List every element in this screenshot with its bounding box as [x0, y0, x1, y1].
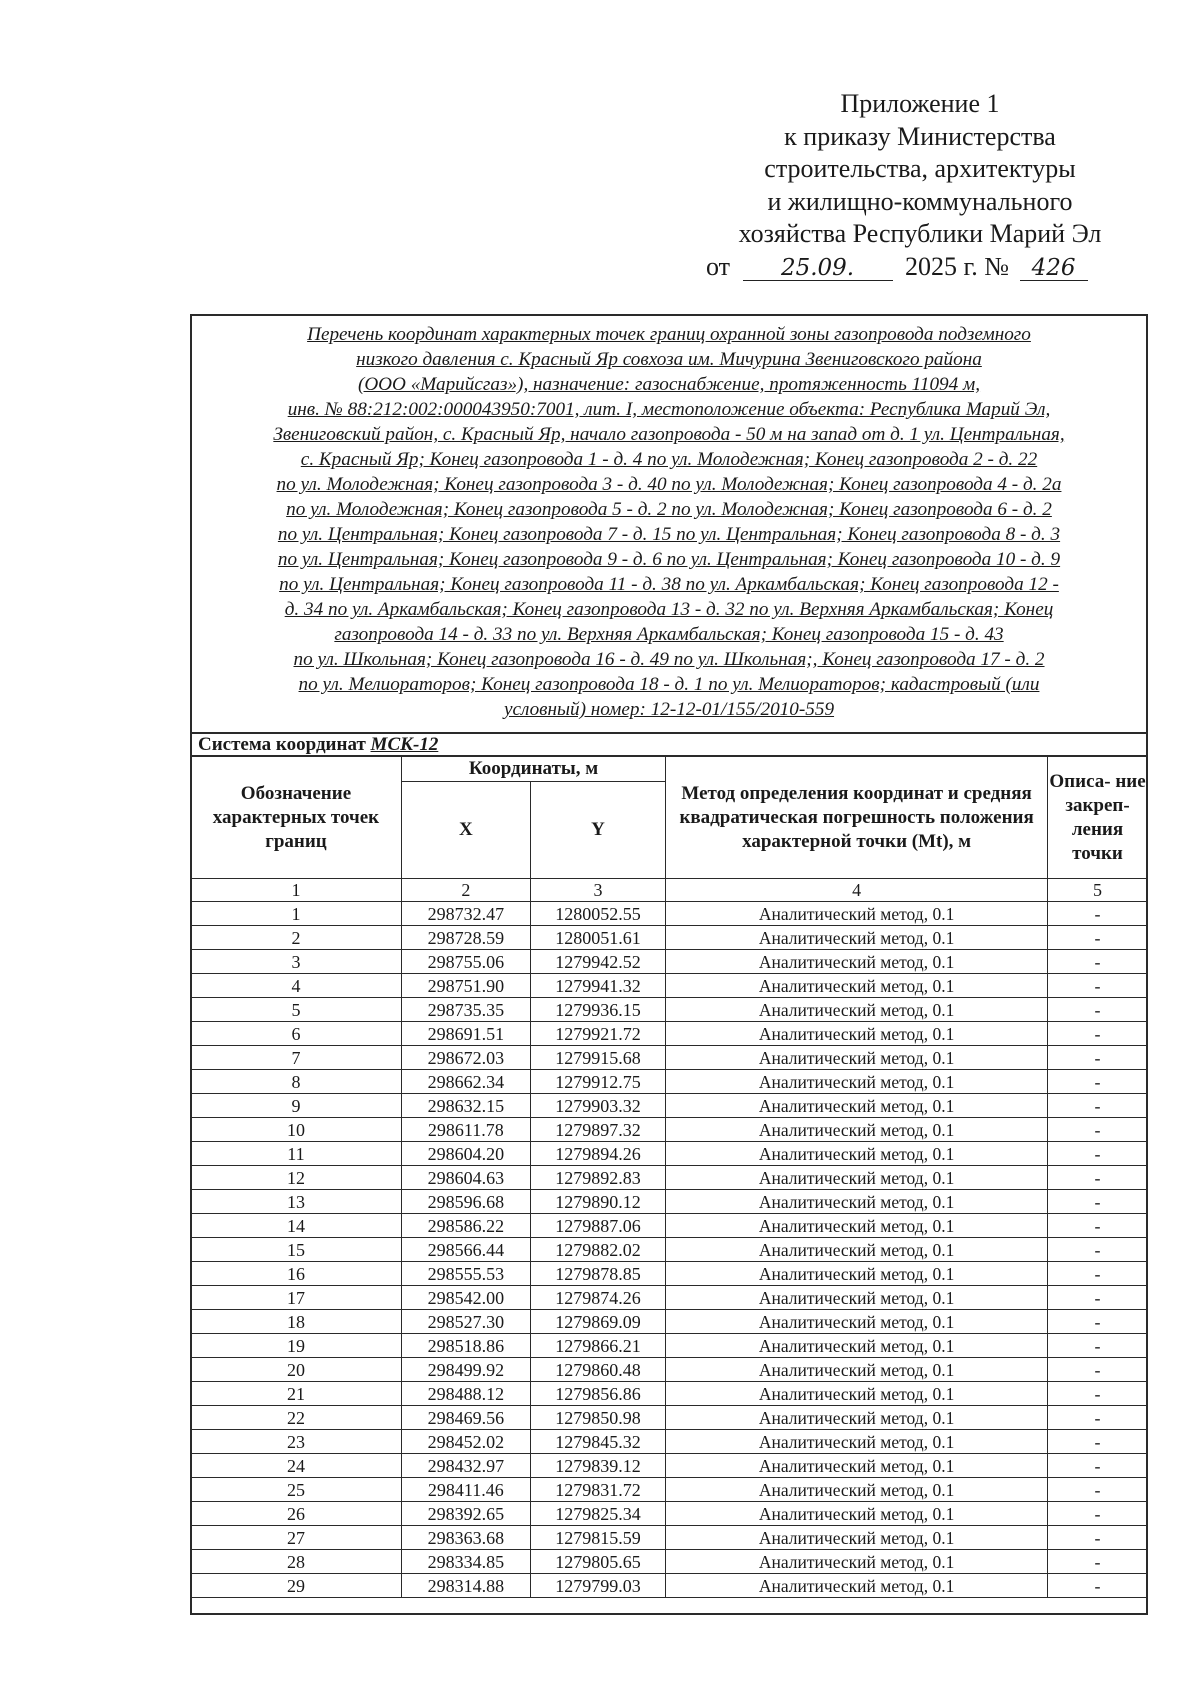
column-index: 1 — [191, 879, 402, 902]
coordinates-document-table — [190, 314, 1148, 1615]
table-row — [191, 1358, 1148, 1382]
coord-x: 298604.63 — [401, 1166, 530, 1190]
point-number: 9 — [191, 1094, 402, 1118]
table-row — [191, 1190, 1148, 1214]
method: Аналитический метод, 0.1 — [666, 1454, 1048, 1478]
coord-x: 298411.46 — [401, 1478, 530, 1502]
method: Аналитический метод, 0.1 — [666, 1238, 1048, 1262]
coord-x: 298432.97 — [401, 1454, 530, 1478]
method: Аналитический метод, 0.1 — [666, 1118, 1048, 1142]
coord-y: 1279894.26 — [530, 1142, 665, 1166]
fixation: - — [1048, 1334, 1148, 1358]
coord-y: 1279799.03 — [530, 1574, 665, 1598]
fixation: - — [1048, 1406, 1148, 1430]
handwritten-number: 426 — [1020, 256, 1088, 281]
table-row — [191, 950, 1148, 974]
coord-y: 1279869.09 — [530, 1310, 665, 1334]
coord-y: 1279903.32 — [530, 1094, 665, 1118]
point-number: 13 — [191, 1190, 402, 1214]
method: Аналитический метод, 0.1 — [666, 1334, 1048, 1358]
description-line: по ул. Мелиораторов; Конец газопровода 18 - д. 1 по ул. Мелиораторов; кадастровый (или — [298, 674, 1040, 695]
column-index-row — [191, 879, 1148, 902]
method: Аналитический метод, 0.1 — [666, 1406, 1048, 1430]
coord-x: 298488.12 — [401, 1382, 530, 1406]
coord-x: 298527.30 — [401, 1310, 530, 1334]
point-number: 12 — [191, 1166, 402, 1190]
appendix-header — [700, 88, 1140, 283]
point-number: 29 — [191, 1574, 402, 1598]
method: Аналитический метод, 0.1 — [666, 1142, 1048, 1166]
fixation: - — [1048, 1070, 1148, 1094]
fixation: - — [1048, 998, 1148, 1022]
fixation: - — [1048, 1502, 1148, 1526]
description-line: по ул. Молодежная; Конец газопровода 5 - д. 2 по ул. Молодежная; Конец газопровода 6 - д. 2 — [286, 499, 1052, 520]
coord-y: 1279897.32 — [530, 1118, 665, 1142]
table-row — [191, 1022, 1148, 1046]
description-line: д. 34 по ул. Аркамбальская; Конец газопровода 13 - д. 32 по ул. Верхняя Аркамбальская; Конец — [284, 599, 1054, 620]
table-row — [191, 1070, 1148, 1094]
table-row — [191, 974, 1148, 998]
coord-x: 298728.59 — [401, 926, 530, 950]
fixation: - — [1048, 1166, 1148, 1190]
point-number: 25 — [191, 1478, 402, 1502]
fixation: - — [1048, 1142, 1148, 1166]
fixation: - — [1048, 902, 1148, 926]
coord-y: 1279825.34 — [530, 1502, 665, 1526]
coord-x: 298604.20 — [401, 1142, 530, 1166]
table-row — [191, 1310, 1148, 1334]
coord-y: 1279874.26 — [530, 1286, 665, 1310]
description-line: с. Красный Яр; Конец газопровода 1 - д. 4 по ул. Молодежная; Конец газопровода 2 - д. 22 — [300, 449, 1038, 470]
coord-y: 1279856.86 — [530, 1382, 665, 1406]
coord-y: 1280052.55 — [530, 902, 665, 926]
fixation: - — [1048, 1358, 1148, 1382]
fixation: - — [1048, 1214, 1148, 1238]
description-line: по ул. Центральная; Конец газопровода 9 - д. 6 по ул. Центральная; Конец газопровода 10 - д. 9 — [277, 549, 1061, 570]
coord-y: 1279912.75 — [530, 1070, 665, 1094]
coord-y: 1279850.98 — [530, 1406, 665, 1430]
coord-y: 1279845.32 — [530, 1430, 665, 1454]
description-line: Перечень координат характерных точек границ охранной зоны газопровода подземного — [307, 324, 1031, 345]
column-index: 4 — [666, 879, 1048, 902]
coord-y: 1279805.65 — [530, 1550, 665, 1574]
coord-y: 1279936.15 — [530, 998, 665, 1022]
description-line: газопровода 14 - д. 33 по ул. Верхняя Аркамбальская; Конец газопровода 15 - д. 43 — [334, 624, 1004, 645]
coord-y: 1279831.72 — [530, 1478, 665, 1502]
coord-x: 298611.78 — [401, 1118, 530, 1142]
method: Аналитический метод, 0.1 — [666, 1526, 1048, 1550]
method: Аналитический метод, 0.1 — [666, 902, 1048, 926]
method: Аналитический метод, 0.1 — [666, 998, 1048, 1022]
coord-y: 1279878.85 — [530, 1262, 665, 1286]
fixation: - — [1048, 1310, 1148, 1334]
method: Аналитический метод, 0.1 — [666, 974, 1048, 998]
point-number: 4 — [191, 974, 402, 998]
method: Аналитический метод, 0.1 — [666, 1190, 1048, 1214]
coord-x: 298596.68 — [401, 1190, 530, 1214]
point-number: 8 — [191, 1070, 402, 1094]
coord-x: 298452.02 — [401, 1430, 530, 1454]
coord-y: 1279890.12 — [530, 1190, 665, 1214]
table-row — [191, 1550, 1148, 1574]
order-line-1: к приказу Министерства — [784, 121, 1056, 151]
point-number: 1 — [191, 902, 402, 926]
header-method: Метод определения координат и средняя квадратическая погрешность положения характерной точки (Mt), м — [666, 757, 1048, 879]
point-number: 11 — [191, 1142, 402, 1166]
coord-x: 298632.15 — [401, 1094, 530, 1118]
description-line: по ул. Молодежная; Конец газопровода 3 - д. 40 по ул. Молодежная; Конец газопровода 4 - д. 2а — [276, 474, 1062, 495]
method: Аналитический метод, 0.1 — [666, 1430, 1048, 1454]
handwritten-date: 25.09. — [743, 256, 893, 281]
coord-x: 298363.68 — [401, 1526, 530, 1550]
header-coordinates: Координаты, м — [401, 757, 665, 782]
table-row — [191, 926, 1148, 950]
fixation: - — [1048, 1046, 1148, 1070]
coord-y: 1279887.06 — [530, 1214, 665, 1238]
method: Аналитический метод, 0.1 — [666, 1022, 1048, 1046]
point-number: 16 — [191, 1262, 402, 1286]
coord-x: 298566.44 — [401, 1238, 530, 1262]
table-row — [191, 1526, 1148, 1550]
point-number: 22 — [191, 1406, 402, 1430]
fixation: - — [1048, 1526, 1148, 1550]
description-line: инв. № 88:212:002:000043950:7001, лит. I, местоположение объекта: Республика Марий Эл, — [287, 399, 1051, 420]
table-row — [191, 1214, 1148, 1238]
point-number: 15 — [191, 1238, 402, 1262]
column-index: 2 — [401, 879, 530, 902]
column-index: 3 — [530, 879, 665, 902]
table-row — [191, 1382, 1148, 1406]
coordinates-table — [190, 756, 1148, 1598]
coordinate-system-label: Система координат — [198, 734, 366, 755]
method: Аналитический метод, 0.1 — [666, 1166, 1048, 1190]
coord-y: 1279866.21 — [530, 1334, 665, 1358]
fixation: - — [1048, 926, 1148, 950]
method: Аналитический метод, 0.1 — [666, 1070, 1048, 1094]
table-row — [191, 1502, 1148, 1526]
order-date-line — [700, 251, 1140, 284]
fixation: - — [1048, 1022, 1148, 1046]
coord-x: 298334.85 — [401, 1550, 530, 1574]
method: Аналитический метод, 0.1 — [666, 1094, 1048, 1118]
column-index: 5 — [1048, 879, 1148, 902]
appendix-title: Приложение 1 — [840, 89, 1000, 118]
table-row — [191, 902, 1148, 926]
coord-y: 1279892.83 — [530, 1166, 665, 1190]
fixation: - — [1048, 1190, 1148, 1214]
coord-x: 298392.65 — [401, 1502, 530, 1526]
order-line-3: и жилищно-коммунального — [767, 186, 1073, 216]
description-line: Звениговский район, с. Красный Яр, начало газопровода - 50 м на запад от д. 1 ул. Центральная, — [273, 424, 1065, 445]
point-number: 2 — [191, 926, 402, 950]
year-number-text: 2025 г. № — [905, 251, 1010, 281]
fixation: - — [1048, 974, 1148, 998]
table-row — [191, 1430, 1148, 1454]
table-row — [191, 998, 1148, 1022]
coord-x: 298755.06 — [401, 950, 530, 974]
coord-x: 298469.56 — [401, 1406, 530, 1430]
point-number: 6 — [191, 1022, 402, 1046]
point-number: 5 — [191, 998, 402, 1022]
coord-x: 298314.88 — [401, 1574, 530, 1598]
point-number: 19 — [191, 1334, 402, 1358]
point-number: 24 — [191, 1454, 402, 1478]
fixation: - — [1048, 1478, 1148, 1502]
fixation: - — [1048, 1454, 1148, 1478]
table-row — [191, 1286, 1148, 1310]
object-description — [192, 316, 1146, 734]
description-line: по ул. Центральная; Конец газопровода 11 - д. 38 по ул. Аркамбальская; Конец газопровода 12 - — [279, 574, 1059, 595]
coord-y: 1279941.32 — [530, 974, 665, 998]
header-y: Y — [530, 782, 665, 879]
coord-x: 298555.53 — [401, 1262, 530, 1286]
coord-y: 1279815.59 — [530, 1526, 665, 1550]
table-row — [191, 1142, 1148, 1166]
order-line-2: строительства, архитектуры — [764, 154, 1076, 183]
coord-x: 298672.03 — [401, 1046, 530, 1070]
coord-x: 298662.34 — [401, 1070, 530, 1094]
coord-x: 298499.92 — [401, 1358, 530, 1382]
point-number: 18 — [191, 1310, 402, 1334]
method: Аналитический метод, 0.1 — [666, 1286, 1048, 1310]
point-number: 14 — [191, 1214, 402, 1238]
method: Аналитический метод, 0.1 — [666, 1574, 1048, 1598]
coord-y: 1279915.68 — [530, 1046, 665, 1070]
table-row — [191, 1094, 1148, 1118]
fixation: - — [1048, 1430, 1148, 1454]
description-line: низкого давления с. Красный Яр совхоза им. Мичурина Звениговского района — [356, 349, 982, 370]
table-row — [191, 1406, 1148, 1430]
method: Аналитический метод, 0.1 — [666, 1046, 1048, 1070]
coord-x: 298518.86 — [401, 1334, 530, 1358]
fixation: - — [1048, 1262, 1148, 1286]
point-number: 20 — [191, 1358, 402, 1382]
coord-y: 1279860.48 — [530, 1358, 665, 1382]
coord-y: 1279839.12 — [530, 1454, 665, 1478]
coord-x: 298732.47 — [401, 902, 530, 926]
point-number: 28 — [191, 1550, 402, 1574]
coord-x: 298751.90 — [401, 974, 530, 998]
method: Аналитический метод, 0.1 — [666, 950, 1048, 974]
fixation: - — [1048, 1118, 1148, 1142]
coord-y: 1279942.52 — [530, 950, 665, 974]
coord-y: 1279921.72 — [530, 1022, 665, 1046]
table-row — [191, 1454, 1148, 1478]
fixation: - — [1048, 1238, 1148, 1262]
coord-x: 298586.22 — [401, 1214, 530, 1238]
fixation: - — [1048, 1286, 1148, 1310]
table-row — [191, 1166, 1148, 1190]
coord-x: 298691.51 — [401, 1022, 530, 1046]
table-row — [191, 1574, 1148, 1598]
description-line: условный) номер: 12-12-01/155/2010-559 — [503, 699, 835, 720]
method: Аналитический метод, 0.1 — [666, 926, 1048, 950]
table-row — [191, 1334, 1148, 1358]
fixation: - — [1048, 1550, 1148, 1574]
point-number: 3 — [191, 950, 402, 974]
point-number: 26 — [191, 1502, 402, 1526]
point-number: 10 — [191, 1118, 402, 1142]
method: Аналитический метод, 0.1 — [666, 1262, 1048, 1286]
method: Аналитический метод, 0.1 — [666, 1382, 1048, 1406]
method: Аналитический метод, 0.1 — [666, 1358, 1048, 1382]
point-number: 27 — [191, 1526, 402, 1550]
coord-y: 1280051.61 — [530, 926, 665, 950]
method: Аналитический метод, 0.1 — [666, 1310, 1048, 1334]
method: Аналитический метод, 0.1 — [666, 1214, 1048, 1238]
header-point-designation: Обозначение характерных точек границ — [191, 757, 402, 879]
fixation: - — [1048, 1382, 1148, 1406]
table-row — [191, 1046, 1148, 1070]
order-line-4: хозяйства Республики Марий Эл — [738, 219, 1102, 248]
point-number: 7 — [191, 1046, 402, 1070]
point-number: 23 — [191, 1430, 402, 1454]
coordinate-system-value: МСК-12 — [370, 734, 439, 755]
table-row — [191, 1262, 1148, 1286]
description-line: (ООО «Марийсгаз»), назначение: газоснабжение, протяженность 11094 м, — [357, 374, 981, 395]
point-number: 17 — [191, 1286, 402, 1310]
method: Аналитический метод, 0.1 — [666, 1550, 1048, 1574]
method: Аналитический метод, 0.1 — [666, 1478, 1048, 1502]
header-x: X — [401, 782, 530, 879]
date-prefix: от — [706, 251, 731, 281]
table-row — [191, 1118, 1148, 1142]
fixation: - — [1048, 950, 1148, 974]
coordinate-system-row — [192, 734, 1146, 756]
coord-x: 298735.35 — [401, 998, 530, 1022]
coord-y: 1279882.02 — [530, 1238, 665, 1262]
description-line: по ул. Центральная; Конец газопровода 7 - д. 15 по ул. Центральная; Конец газопровода 8 - д. 3 — [277, 524, 1061, 545]
coord-x: 298542.00 — [401, 1286, 530, 1310]
table-row — [191, 1238, 1148, 1262]
header-description: Описа- ние закреп- ления точки — [1048, 757, 1148, 879]
fixation: - — [1048, 1094, 1148, 1118]
description-line: по ул. Школьная; Конец газопровода 16 - д. 49 по ул. Школьная;, Конец газопровода 17 - д. 2 — [293, 649, 1045, 670]
method: Аналитический метод, 0.1 — [666, 1502, 1048, 1526]
point-number: 21 — [191, 1382, 402, 1406]
fixation: - — [1048, 1574, 1148, 1598]
table-row — [191, 1478, 1148, 1502]
